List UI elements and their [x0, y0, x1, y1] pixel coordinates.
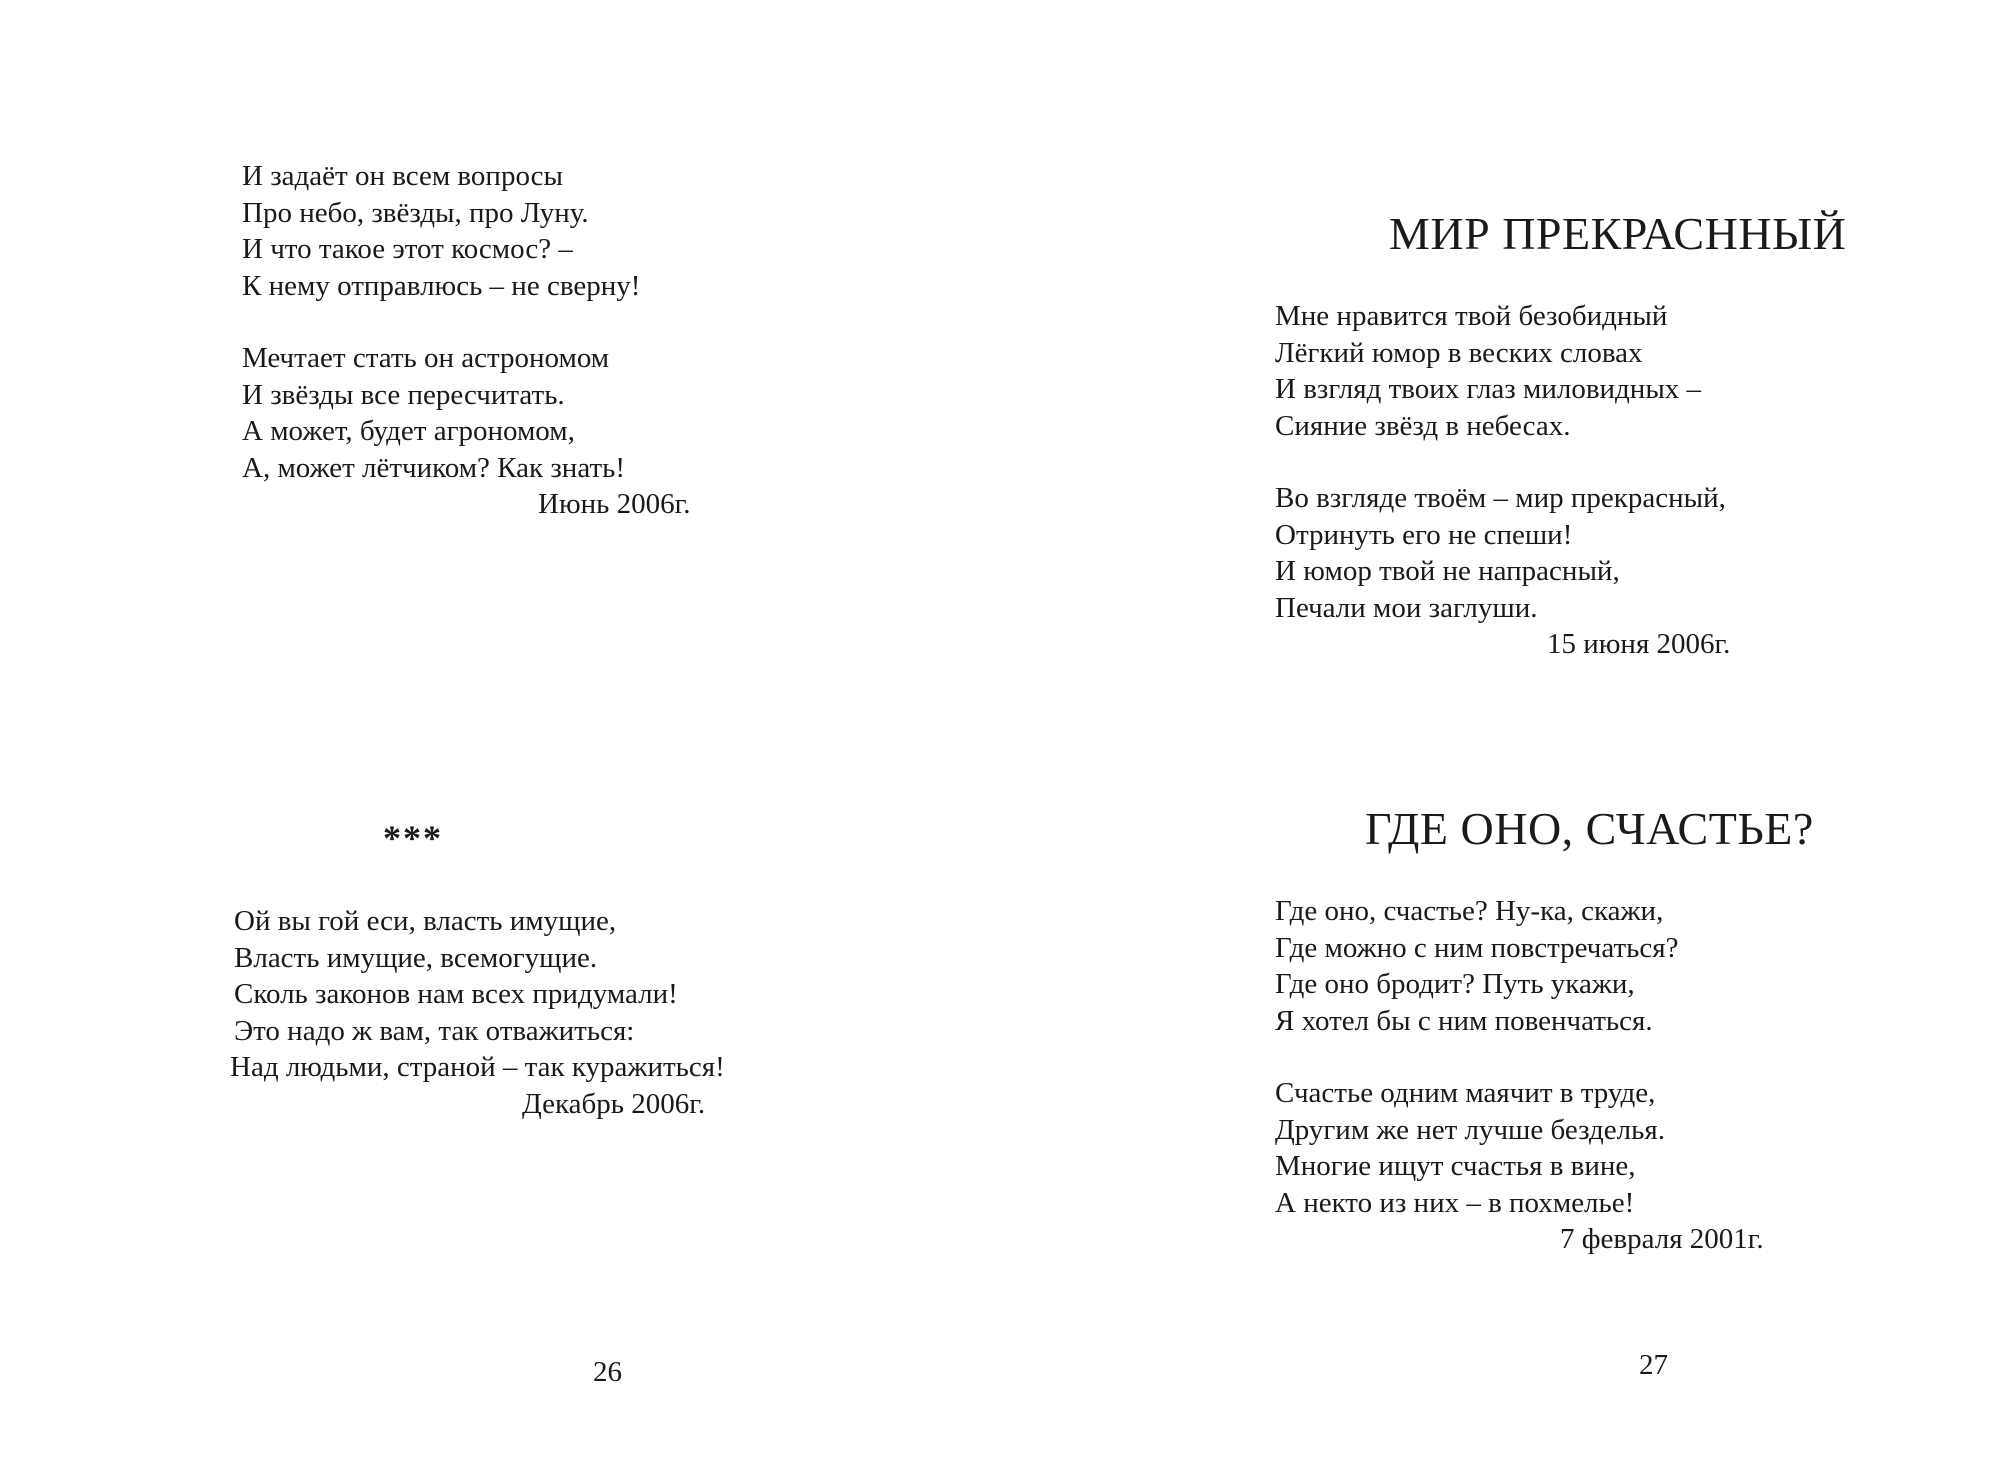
verse-line: А, может лётчиком? Как знать!	[242, 451, 626, 484]
verse-line: Мне нравится твой безобидный	[1275, 300, 1668, 332]
verse-line: И что такое этот космос? –	[242, 233, 573, 265]
verse-line: Лёгкий юмор в веских словах	[1275, 336, 1643, 369]
stanza	[1275, 1075, 1678, 1221]
verse-line: К нему отправлюсь – не сверну!	[242, 269, 641, 302]
verse-line: Ой вы гой еси, власть имущие,	[234, 905, 617, 937]
stanza	[1275, 298, 1726, 444]
verse-line: Я хотел бы с ним повенчаться.	[1275, 1004, 1653, 1037]
verse-line: И юмор твой не напрасный,	[1275, 555, 1620, 587]
page-number: 27	[1639, 1349, 1668, 1381]
verse-line: Где можно с ним повстречаться?	[1275, 931, 1679, 964]
stanza	[1275, 893, 1678, 1039]
verse-line: И задаёт он всем вопросы	[242, 160, 564, 192]
verse-line: Про небо, звёзды, про Луну.	[242, 196, 589, 229]
poem-vlast-imushchie	[230, 903, 725, 1122]
verse-line: Власть имущие, всемогущие.	[234, 941, 598, 974]
poem-space-continuation	[242, 158, 691, 523]
verse-line: А может, будет агрономом,	[242, 415, 575, 447]
poem-mir-prekrasnyi	[1275, 298, 1731, 663]
verse-line: Отринуть его не спеши!	[1275, 518, 1573, 551]
verse-line: Сияние звёзд в небесах.	[1275, 409, 1571, 442]
poem-date: Декабрь 2006г.	[522, 1087, 706, 1120]
right-page	[1000, 0, 2000, 1464]
stanza	[242, 340, 640, 486]
verse-line: Другим же нет лучше безделья.	[1275, 1113, 1665, 1146]
verse-line: Печали мои заглуши.	[1275, 591, 1538, 624]
verse-line: Сколь законов нам всех придумали!	[234, 978, 678, 1010]
poem-date: 7 февраля 2001г.	[1560, 1223, 1764, 1255]
verse-line: Мечтает стать он астрономом	[242, 342, 610, 374]
verse-line: Это надо ж вам, так отважиться:	[234, 1014, 635, 1047]
verse-line: И взгляд твоих глаз миловидных –	[1275, 373, 1702, 405]
page-number: 26	[593, 1356, 622, 1388]
poem-date: 15 июня 2006г.	[1547, 628, 1731, 660]
verse-line: Где оно бродит? Путь укажи,	[1275, 968, 1635, 1000]
verse-line: Счастье одним маячит в труде,	[1275, 1077, 1656, 1109]
poem-date: Июнь 2006г.	[538, 488, 691, 520]
poem-title: МИР ПРЕКРАСННЫЙ	[1389, 208, 1847, 259]
verse-line: А некто из них – в похмелье!	[1275, 1186, 1635, 1219]
poem-title: ГДЕ ОНО, СЧАСТЬЕ?	[1365, 803, 1814, 854]
stanza	[230, 903, 725, 1086]
verse-line: Многие ищут счастья в вине,	[1275, 1150, 1636, 1182]
poem-gde-ono-schastie	[1275, 893, 1764, 1258]
verse-line: Над людьми, страной – так куражиться!	[230, 1051, 725, 1083]
poem-title-stars: ***	[383, 818, 443, 858]
stanza	[1275, 480, 1726, 626]
verse-line: Во взгляде твоём – мир прекрасный,	[1275, 482, 1726, 514]
verse-line: Где оно, счастье? Ну-ка, скажи,	[1275, 895, 1664, 927]
verse-line: И звёзды все пересчитать.	[242, 378, 565, 411]
stanza	[242, 158, 640, 304]
